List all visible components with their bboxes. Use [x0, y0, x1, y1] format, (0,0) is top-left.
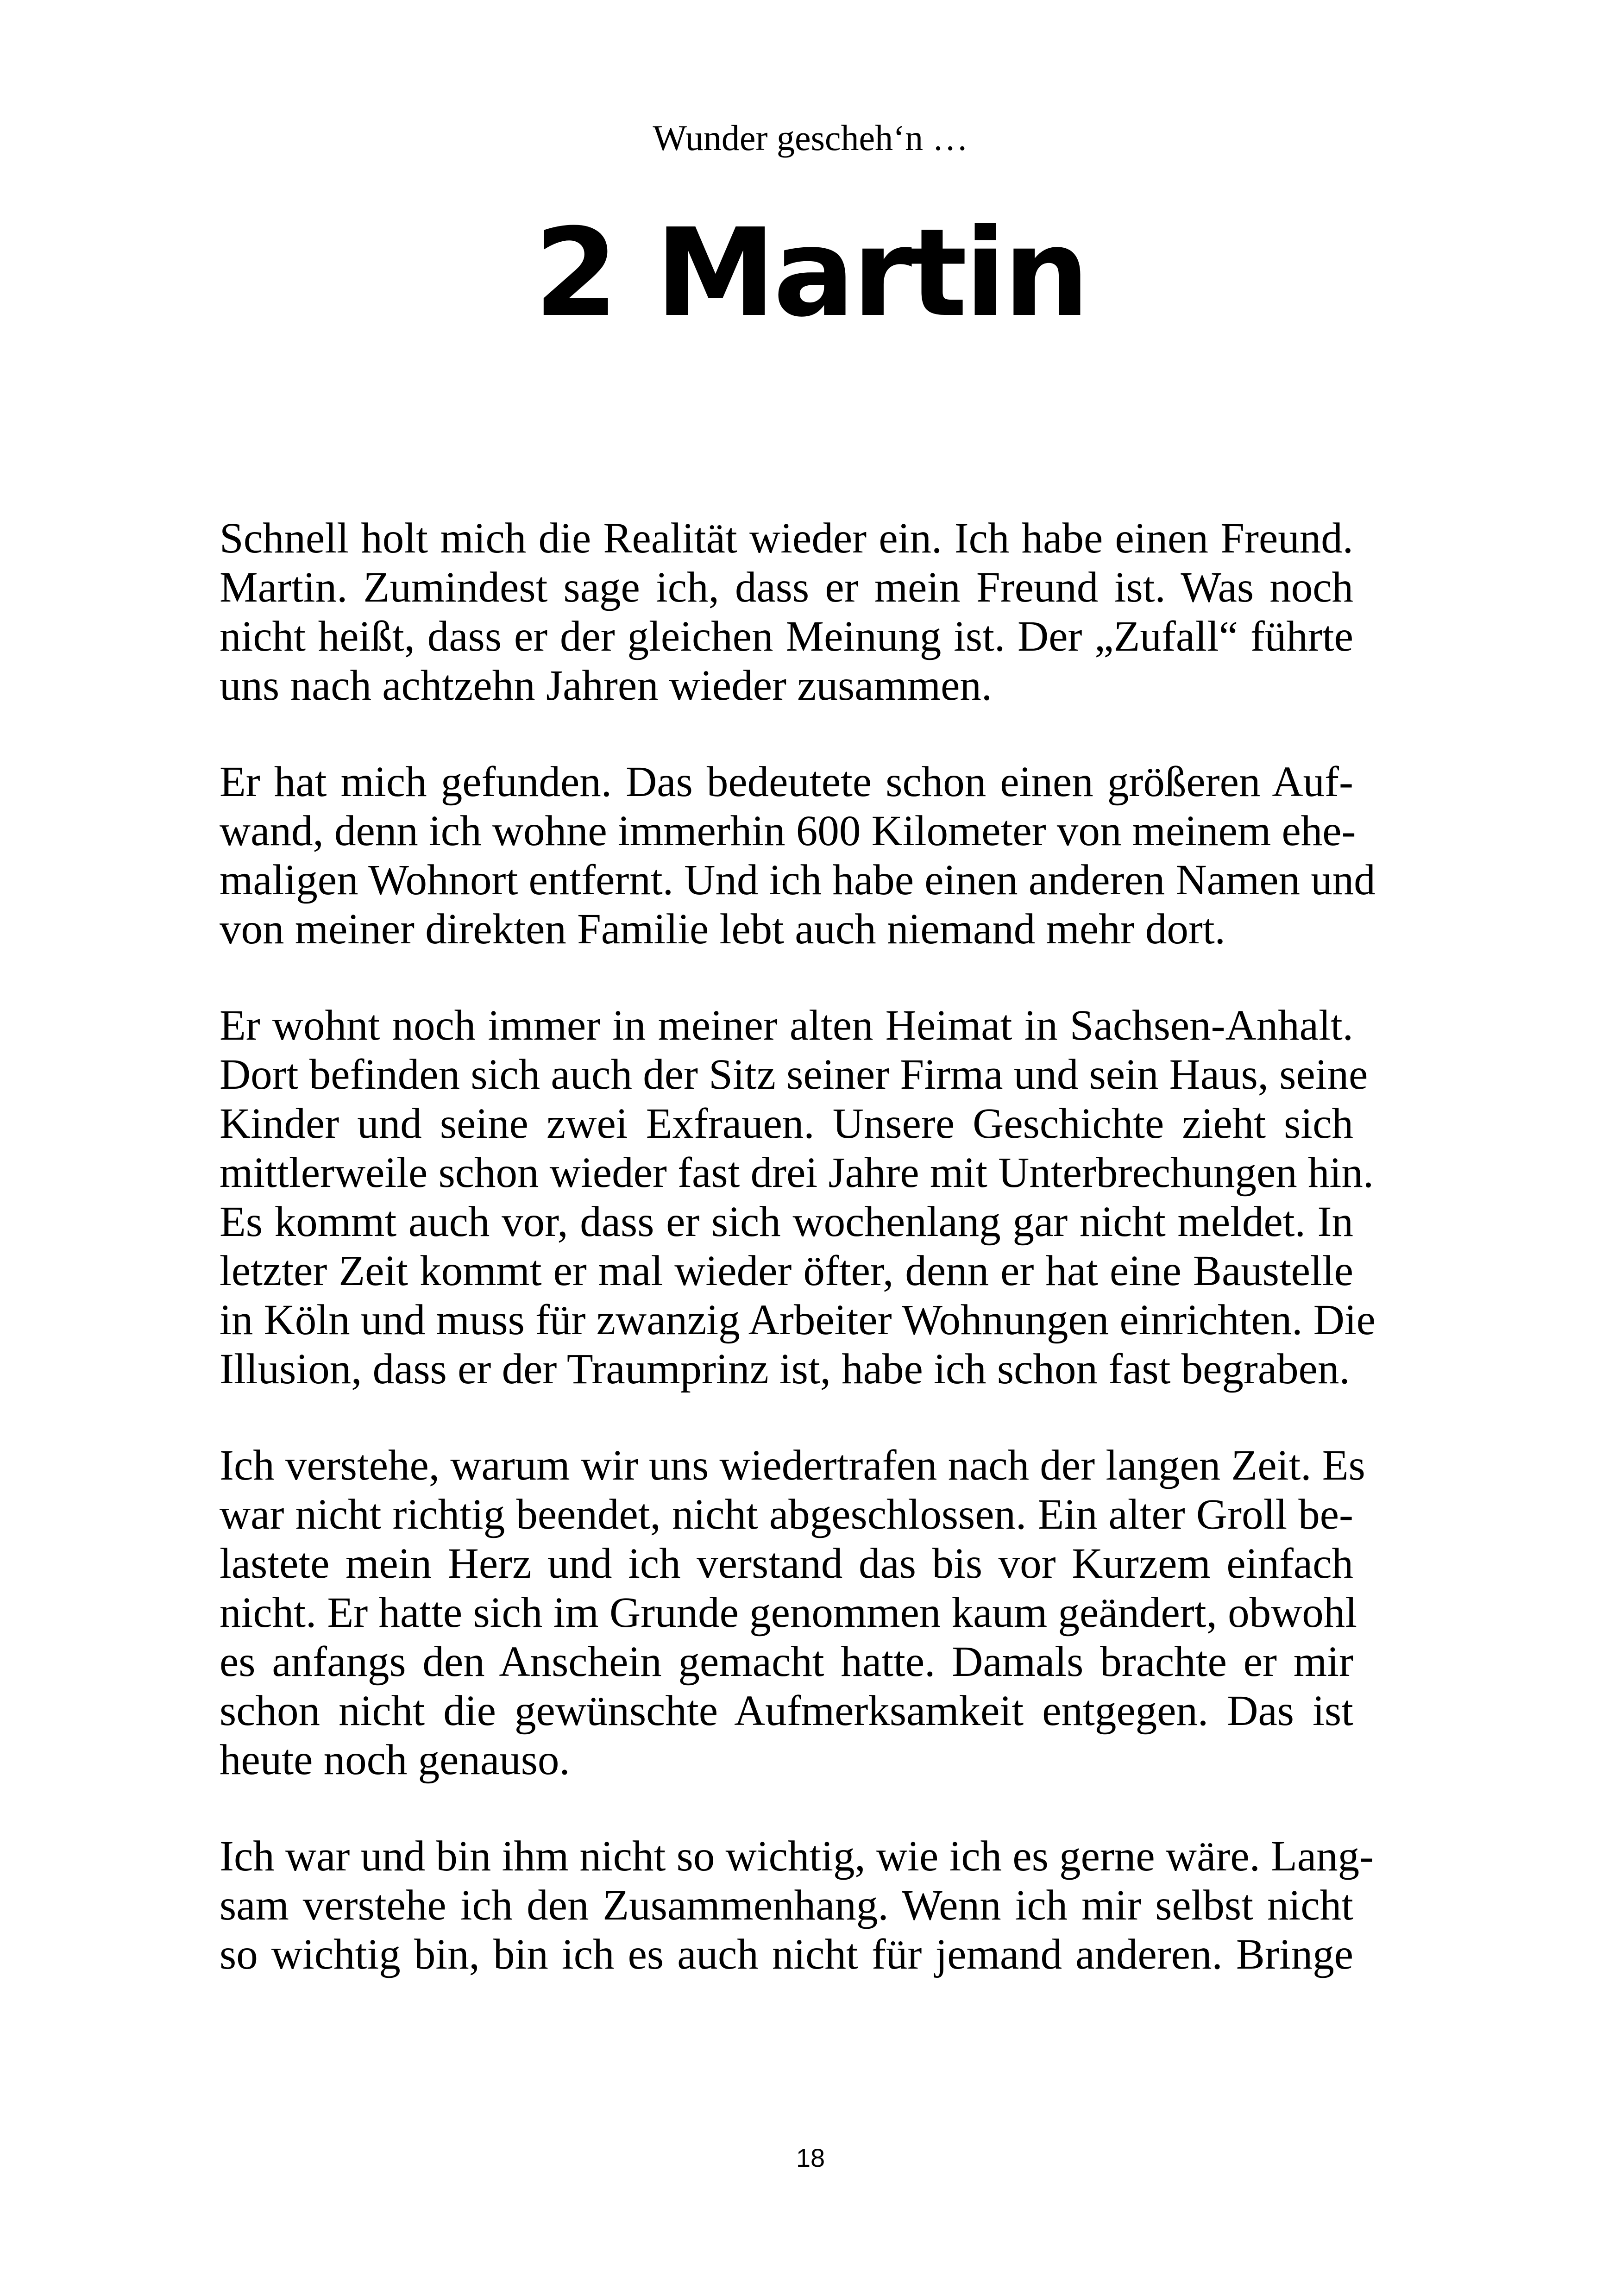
text-line: Er wohnt noch immer in meiner alten Heimat in Sachsen-Anhalt. — [220, 1002, 1353, 1049]
text-line: Schnell holt mich die Realität wieder ein. Ich habe einen Freund. — [220, 514, 1353, 562]
text-line: von meiner direkten Familie lebt auch niemand mehr dort. — [220, 905, 1225, 953]
paragraph-1 — [220, 514, 1353, 710]
paragraph-2 — [220, 758, 1376, 954]
text-line: Es kommt auch vor, dass er sich wochenlang gar nicht meldet. In — [220, 1198, 1353, 1246]
text-line: Ich verstehe, warum wir uns wiedertrafen nach der langen Zeit. Es — [220, 1442, 1365, 1489]
text-line: Martin. Zumindest sage ich, dass er mein Freund ist. Was noch — [220, 564, 1353, 611]
page-number: 18 — [796, 2143, 825, 2172]
text-line: Er hat mich gefunden. Das bedeutete schon einen größeren Auf- — [220, 758, 1353, 806]
text-line: sam verstehe ich den Zusammenhang. Wenn ich mir selbst nicht — [220, 1882, 1353, 1929]
text-line: in Köln und muss für zwanzig Arbeiter Wohnungen einrichten. Die — [220, 1296, 1376, 1344]
text-line: Dort befinden sich auch der Sitz seiner Firma und sein Haus, seine — [220, 1051, 1368, 1098]
text-line: mittlerweile schon wieder fast drei Jahre mit Unterbrechungen hin. — [220, 1149, 1374, 1197]
running-header: Wunder gescheh‘n … — [653, 118, 968, 158]
text-line: so wichtig bin, bin ich es auch nicht für jemand anderen. Bringe — [220, 1931, 1353, 1978]
text-line: Illusion, dass er der Traumprinz ist, habe ich schon fast begraben. — [220, 1345, 1350, 1393]
text-line: uns nach achtzehn Jahren wieder zusammen. — [220, 662, 993, 709]
text-line: nicht heißt, dass er der gleichen Meinung ist. Der „Zufall“ führte — [220, 613, 1353, 660]
text-line: heute noch genauso. — [220, 1736, 570, 1784]
text-line: schon nicht die gewünschte Aufmerksamkeit entgegen. Das ist — [220, 1687, 1353, 1735]
text-line: wand, denn ich wohne immerhin 600 Kilometer von meinem ehe- — [220, 807, 1356, 855]
text-line: nicht. Er hatte sich im Grunde genommen kaum geändert, obwohl — [220, 1589, 1357, 1637]
chapter-title: 2 Martin — [534, 202, 1087, 344]
text-line: es anfangs den Anschein gemacht hatte. Damals brachte er mir — [220, 1638, 1353, 1686]
paragraph-5 — [220, 1832, 1374, 1979]
text-line: letzter Zeit kommt er mal wieder öfter, denn er hat eine Baustelle — [220, 1247, 1353, 1295]
body-text — [220, 514, 1376, 2026]
text-line: lastete mein Herz und ich verstand das bis vor Kurzem einfach — [220, 1540, 1353, 1587]
text-line: maligen Wohnort entfernt. Und ich habe einen anderen Namen und — [220, 856, 1376, 904]
paragraph-4 — [220, 1441, 1365, 1785]
text-line: Kinder und seine zwei Exfrauen. Unsere Geschichte zieht sich — [220, 1100, 1353, 1148]
paragraph-3 — [220, 1001, 1376, 1394]
text-line: Ich war und bin ihm nicht so wichtig, wie ich es gerne wäre. Lang- — [220, 1832, 1374, 1880]
text-line: war nicht richtig beendet, nicht abgeschlossen. Ein alter Groll be- — [220, 1491, 1353, 1538]
